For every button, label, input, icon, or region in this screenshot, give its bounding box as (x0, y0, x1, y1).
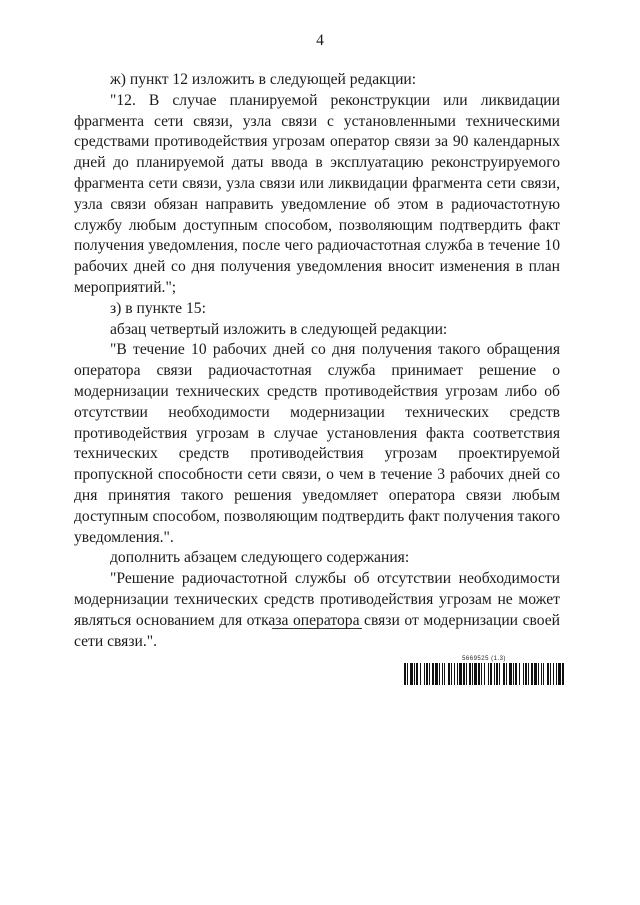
barcode-block (404, 656, 564, 685)
item-zh-heading: ж) пункт 12 изложить в следующей редакции: (110, 71, 417, 88)
page-number: 4 (316, 32, 324, 49)
paragraph-four-instruction: абзац четвертый изложить в следующей редакции: (110, 320, 448, 338)
barcode-code: 5669525 (1.3) (462, 656, 506, 662)
end-separator-line (272, 628, 362, 629)
barcode-image (404, 663, 564, 685)
item-z-heading: з) в пункте 15: (110, 299, 206, 317)
addition-text: "Решение радиочастотной службы об отсутствии необходимости модернизации технических средств противодействия угрозам не может являться основанием для отказа оператора связи от модернизации своей сети связи.". (74, 570, 560, 650)
item-12-text: "12. В случае планируемой реконструкции или ликвидации фрагмента сети связи, узла связи с установленными техническими средствами противодействия угрозам оператор связи за 90 календарных дней до планируемой даты ввода в эксплуатацию реконструируемого фрагмента сети связи, узла связи или ликвидации фрагмента сети связи, узла связи обязан направить уведомление об этом в радиочастотную службу любым доступным способом, позволяющим подтвердить факт получения уведомления, после чего радиочастотная служба в течение 10 рабочих дней со дня получения уведомления вносит изменения в план мероприятий."; (74, 91, 560, 296)
addition-instruction: дополнить абзацем следующего содержания: (110, 549, 410, 567)
paragraph-four-text: "В течение 10 рабочих дней со дня получения такого обращения оператора связи радиочастотная служба принимает решение о модернизации технических средств противодействия угрозам либо об отсутствии необходимости модернизации технических средств противодействия угрозам в случае установления факта соответствия технических средств противодействия угрозам проектируемой пропускной способности сети связи, о чем в течение 3 рабочих дней со дня принятия такого решения уведомляет оператора связи любым доступным способом, позволяющим подтвердить факт получения такого уведомления.". (74, 341, 560, 546)
document-body (74, 70, 560, 652)
